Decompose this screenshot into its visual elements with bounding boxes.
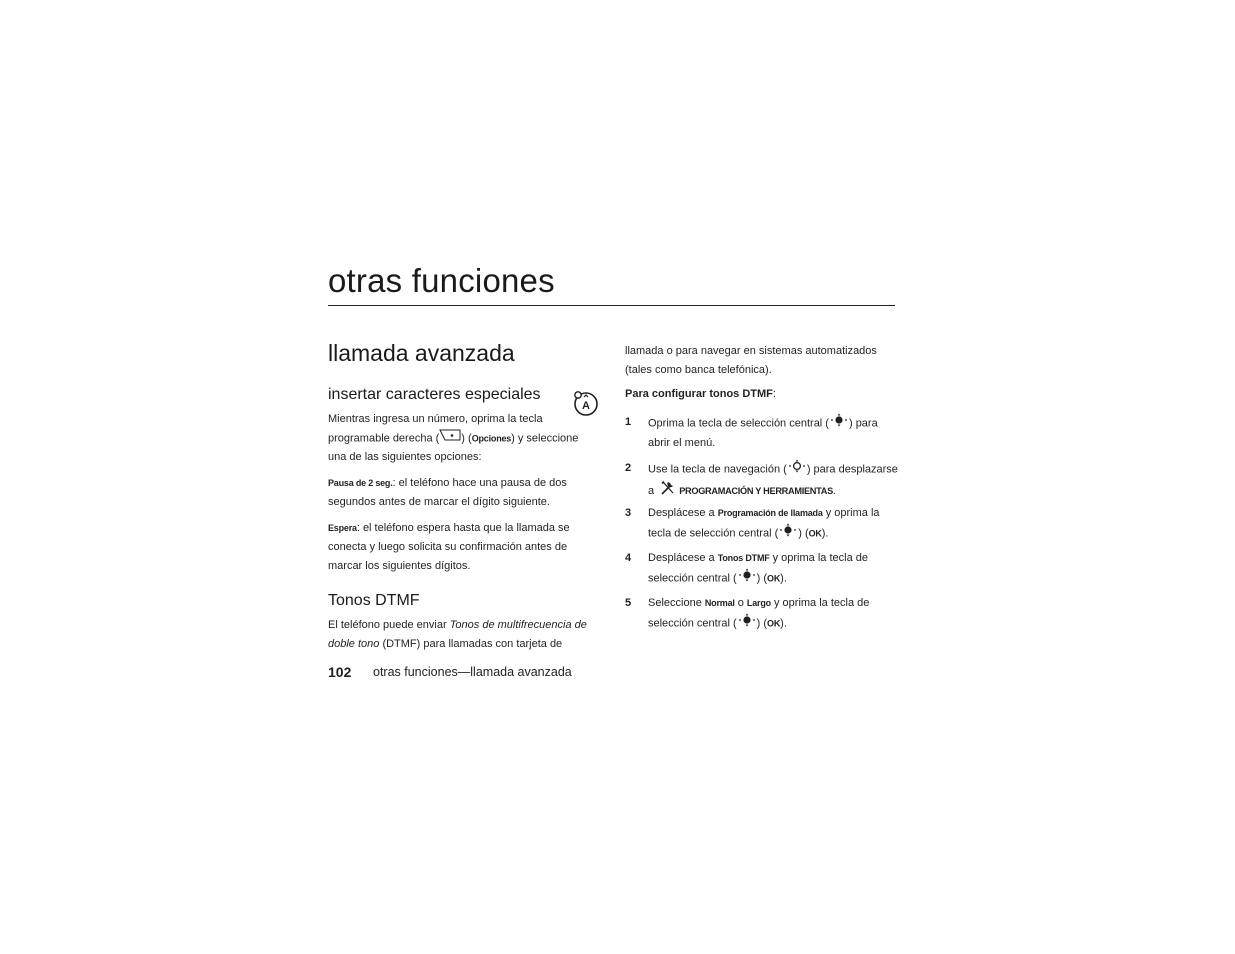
intro-paragraph — [328, 410, 598, 467]
step-number: 1 — [625, 416, 632, 428]
step-text — [648, 594, 898, 634]
center-select-key-icon — [737, 613, 757, 634]
step-text-part: ) ( — [798, 527, 809, 540]
chapter-divider — [328, 305, 895, 306]
dtmf-text: El teléfono puede enviar — [328, 619, 450, 631]
center-select-key-icon — [737, 568, 757, 589]
menu-item-dtmf-tones: Tonos DTMF — [717, 553, 770, 563]
dtmf-paragraph-continued: llamada o para navegar en sistemas automatizados (tales como banca telefónica). — [625, 345, 877, 376]
step-number: 5 — [625, 597, 632, 609]
center-select-key-icon — [829, 413, 849, 434]
softkey-label-ok: OK — [767, 618, 781, 629]
step-text-part: Seleccione — [648, 597, 705, 609]
step-text-part: y oprima la tecla de selección central ( — [648, 507, 880, 540]
menu-item-call-settings: Programación de llamada — [717, 508, 823, 518]
step-text-part: o — [734, 597, 747, 609]
step-number: 4 — [625, 552, 632, 564]
step-text-part: ) para desplazarse a — [648, 463, 898, 497]
step-text — [648, 549, 898, 589]
option-long: Largo — [746, 598, 771, 608]
right-softkey-icon — [439, 429, 461, 448]
step-text-part: y oprima la tecla de selección central ( — [648, 597, 870, 630]
settings-tools-icon — [660, 480, 676, 502]
page-number: 102 — [328, 664, 352, 680]
procedure-title-text: Para configurar tonos DTMF — [625, 388, 773, 400]
option-description: : el teléfono espera hasta que la llamada se conecta y luego solicita su confirmación antes de marcar los siguientes dígitos. — [328, 522, 570, 572]
step-text — [648, 459, 898, 502]
step-text-part: Desplácese a — [648, 552, 718, 564]
step-text-part: ). — [780, 617, 787, 630]
intro-text: ) y seleccione una de las siguientes opciones: — [328, 432, 579, 464]
step-text-part: ) ( — [756, 617, 768, 630]
subsection-title-dtmf: Tonos DTMF — [328, 592, 420, 609]
chapter-title: otras funciones — [328, 262, 555, 299]
subsection-title-special-characters: insertar caracteres especiales — [328, 386, 541, 403]
step-text-part: ). — [780, 572, 787, 585]
dtmf-text: (DTMF) para llamadas con tarjeta de — [379, 638, 563, 650]
intro-text: Mientras ingresa un número, oprima la tecla programable derecha ( — [328, 413, 543, 445]
procedure-title — [625, 388, 776, 400]
option-name-pause: Pausa de 2 seg. — [328, 478, 393, 488]
section-title: llamada avanzada — [328, 340, 515, 366]
dtmf-term: Tonos de multifrecuencia de doble tono — [328, 619, 587, 650]
option-description: : el teléfono hace una pausa de dos segundos antes de marcar el dígito siguiente. — [328, 477, 567, 508]
svg-text:A: A — [582, 400, 590, 412]
option-wait — [328, 519, 598, 576]
navigation-key-icon — [787, 459, 807, 480]
intro-text: ) ( — [461, 432, 472, 445]
option-pause — [328, 474, 598, 512]
step-text-part: ) para abrir el menú. — [648, 417, 878, 449]
option-normal: Normal — [704, 598, 735, 608]
center-select-key-icon — [778, 523, 798, 544]
step-text-part: Oprima la tecla de selección central ( — [648, 417, 829, 430]
procedure-colon: : — [772, 388, 776, 400]
step-number: 2 — [625, 462, 632, 474]
option-name-wait: Espera — [328, 523, 357, 533]
dtmf-paragraph — [328, 616, 603, 654]
step-text-part: ) ( — [756, 572, 768, 585]
step-text-part: ). — [821, 527, 829, 540]
step-number: 3 — [625, 507, 632, 519]
step-text-part: Use la tecla de navegación ( — [648, 463, 787, 476]
menu-name-settings-tools: PROGRAMACIÓN Y HERRAMIENTAS — [679, 485, 833, 496]
step-text — [648, 413, 898, 453]
step-text-part: y oprima la tecla de selección central ( — [648, 552, 868, 585]
running-head: otras funciones—llamada avanzada — [373, 665, 572, 679]
step-text-part: . — [832, 484, 836, 497]
softkey-label-options: Opciones — [471, 433, 512, 444]
step-text-part: Desplácese a — [648, 507, 718, 519]
step-text — [648, 504, 898, 544]
softkey-label-ok: OK — [808, 528, 822, 539]
softkey-label-ok: OK — [767, 573, 781, 584]
